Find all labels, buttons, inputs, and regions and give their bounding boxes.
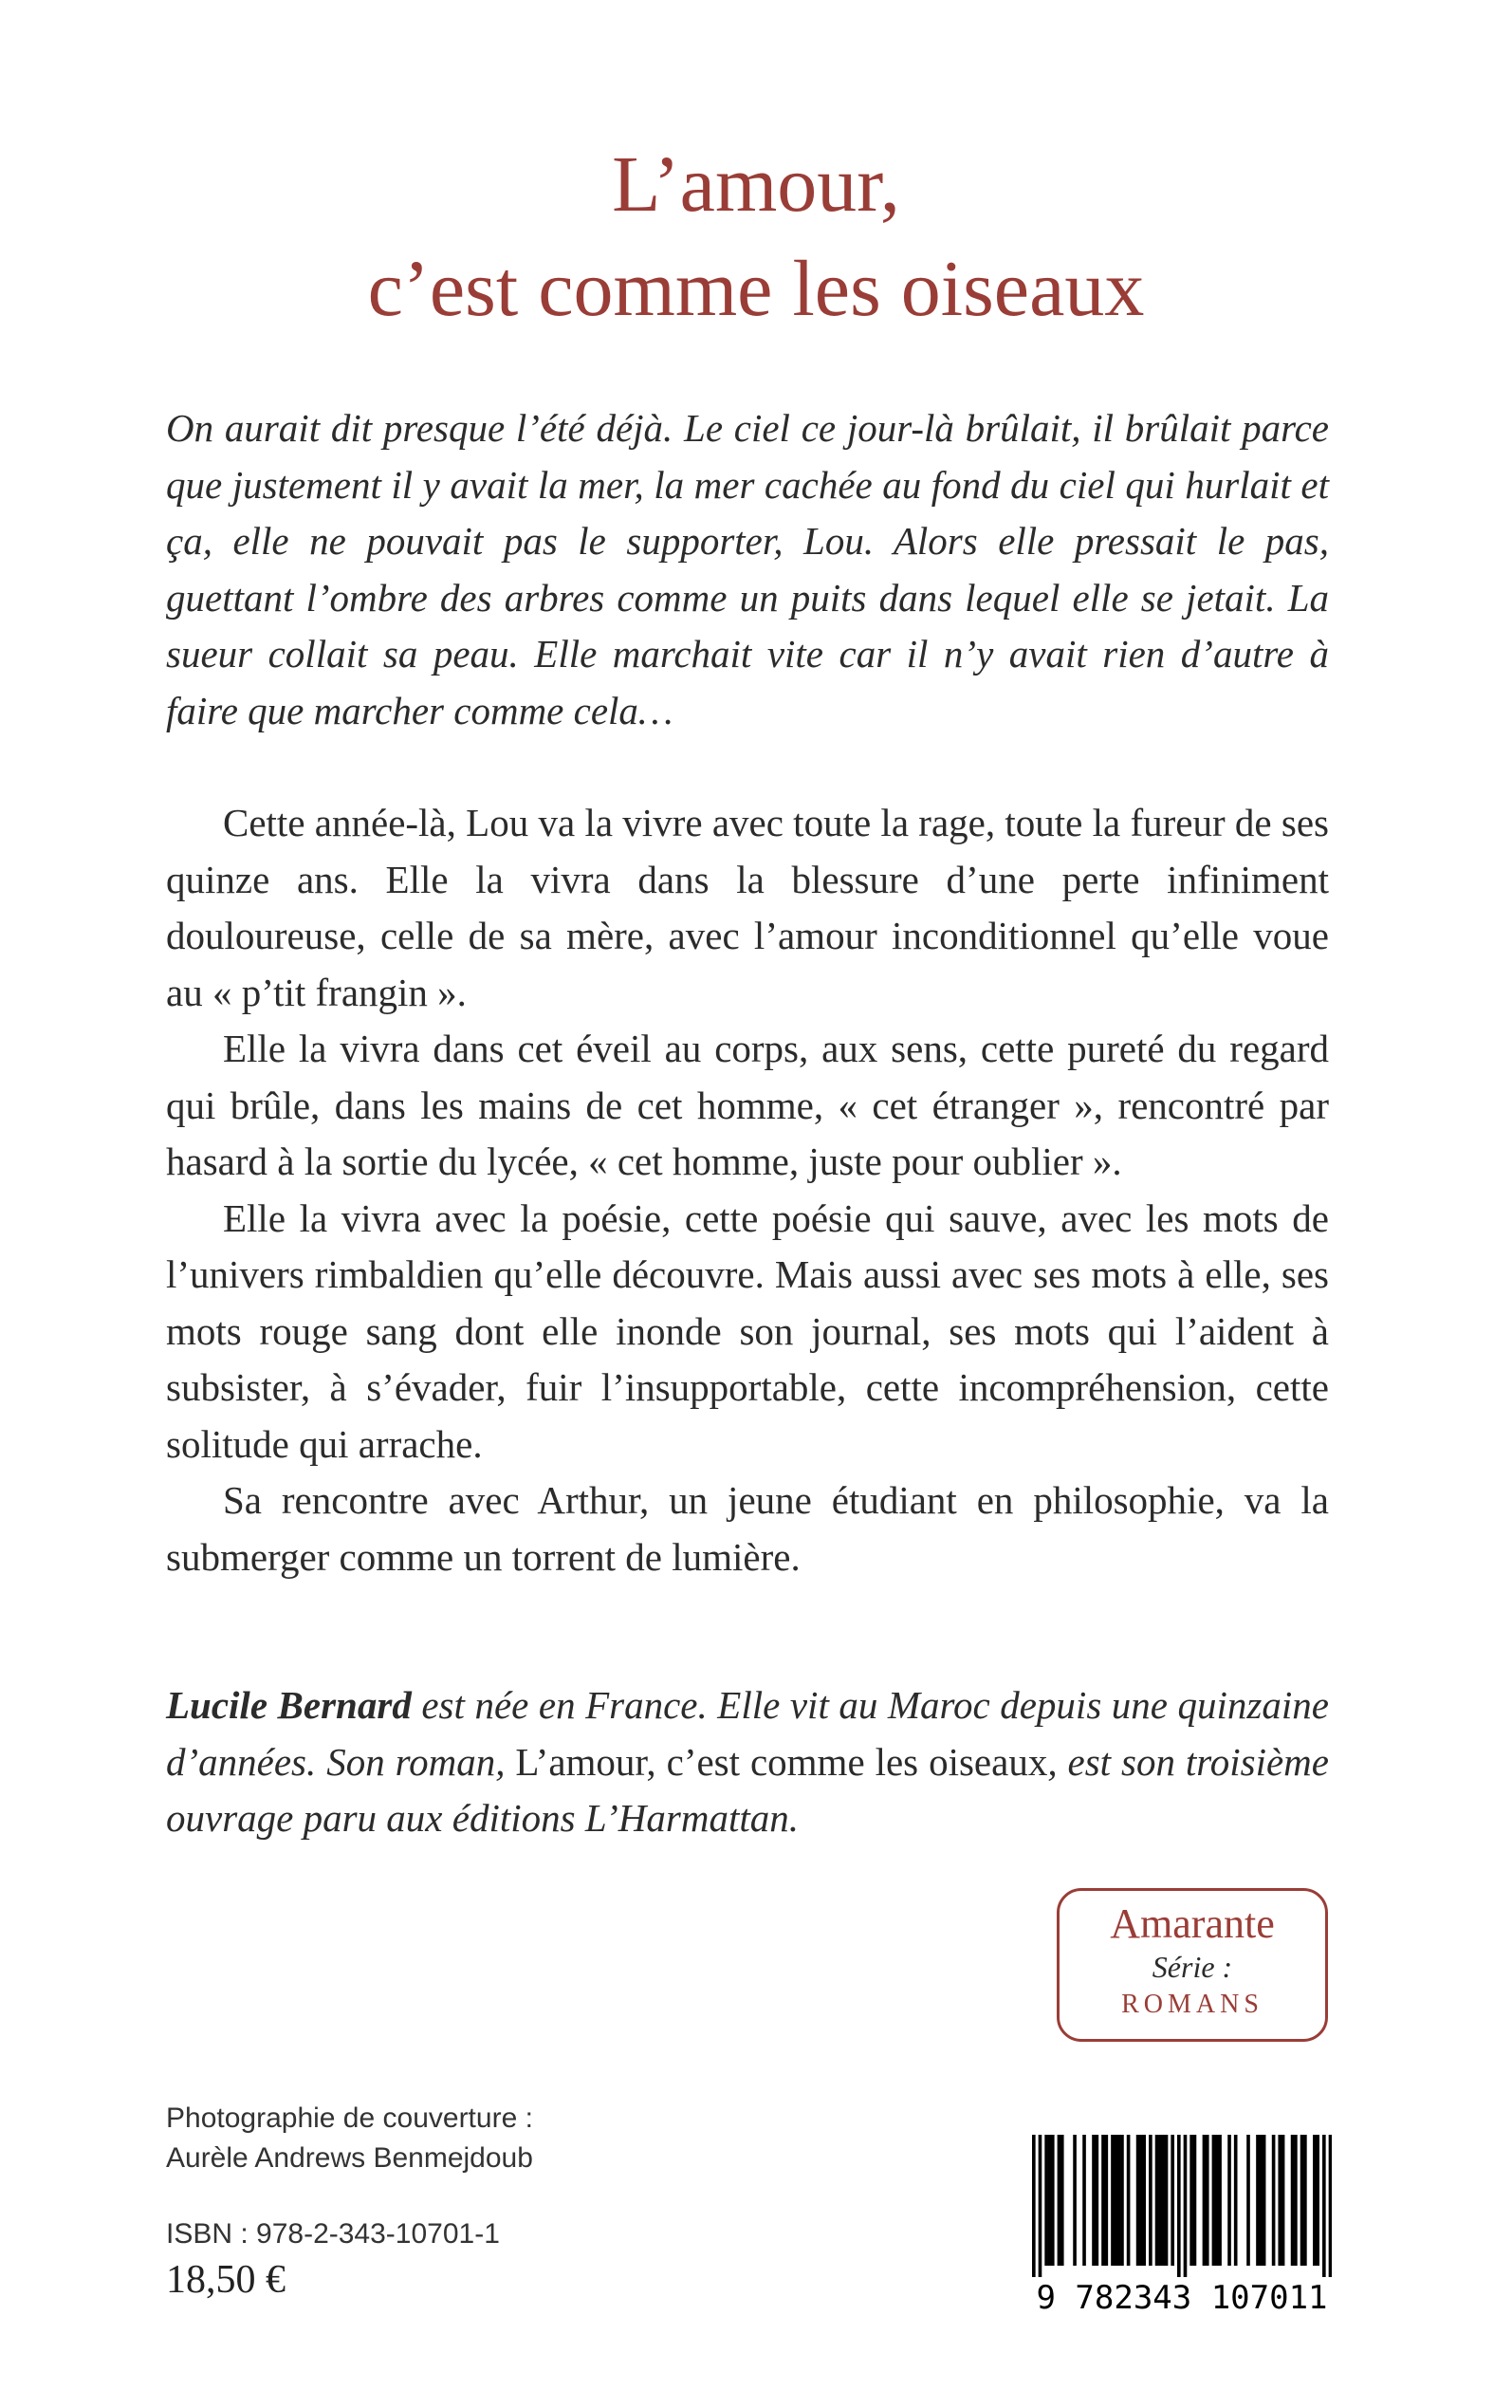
author-bio: [166, 1677, 1329, 1847]
barcode-bar: [1203, 2135, 1207, 2266]
photo-credits-label: Photographie de couverture :: [166, 2102, 533, 2134]
barcode-bar: [1263, 2135, 1266, 2266]
barcode-bar: [1120, 2135, 1124, 2266]
barcode-bar: [1060, 2135, 1064, 2266]
barcode-bar: [1114, 2135, 1117, 2266]
barcode-bar: [1303, 2135, 1307, 2266]
collection-serie-label: Série :: [1152, 1950, 1233, 1984]
barcode-bar: [1136, 2135, 1140, 2266]
barcode: [1032, 2135, 1332, 2319]
barcode-bar: [1322, 2135, 1326, 2277]
description-paragraph: Sa rencontre avec Arthur, un jeune étudiant en philosophie, va la submerger comme un torrent de lumière.: [166, 1478, 1329, 1579]
barcode-bar: [1234, 2135, 1238, 2266]
barcode-bar: [1259, 2135, 1263, 2266]
barcode-bar: [1044, 2135, 1048, 2266]
barcode-bar: [1101, 2135, 1105, 2266]
barcode-bar: [1282, 2135, 1285, 2266]
bio-text-2: , est son troisième ouvrage paru aux éditions L’Harmattan.: [166, 1739, 1329, 1840]
isbn: ISBN : 978-2-343-10701-1: [166, 2218, 500, 2250]
barcode-bar: [1294, 2135, 1298, 2266]
barcode-bar: [1051, 2135, 1055, 2266]
price: 18,50 €: [166, 2258, 286, 2302]
barcode-bar: [1227, 2135, 1231, 2266]
collection-badge: [1057, 1888, 1328, 2042]
photo-credits: [166, 2099, 533, 2178]
photo-credits-name: Aurèle Andrews Benmejdoub: [166, 2142, 533, 2174]
barcode-bar: [1139, 2135, 1143, 2266]
barcode-bar: [1329, 2135, 1332, 2277]
barcode-bar: [1212, 2135, 1216, 2266]
barcode-bar: [1149, 2135, 1152, 2266]
barcode-bar: [1117, 2135, 1121, 2266]
barcode-bar: [1300, 2135, 1304, 2266]
barcode-bar: [1161, 2135, 1165, 2266]
bio-text-1: est née en France. Elle vit au Maroc depuis une quinzaine d’années. Son roman,: [166, 1683, 1329, 1784]
barcode-bar: [1206, 2135, 1209, 2266]
barcode-bar: [1155, 2135, 1159, 2266]
barcode-bar: [1189, 2135, 1193, 2266]
barcode-bar: [1127, 2135, 1131, 2266]
collection-name: Amarante: [1110, 1900, 1275, 1947]
barcode-bar: [1111, 2135, 1115, 2266]
book-title-line-2: c’est comme les oiseaux: [367, 245, 1145, 333]
barcode-bar: [1073, 2135, 1077, 2266]
barcode-bar: [1278, 2135, 1282, 2266]
barcode-bar: [1092, 2135, 1096, 2266]
barcode-bar: [1158, 2135, 1162, 2266]
barcode-bar: [1142, 2135, 1146, 2266]
barcode-bar: [1165, 2135, 1169, 2266]
barcode-bar: [1218, 2135, 1222, 2266]
barcode-bar: [1184, 2135, 1188, 2277]
book-description: [166, 795, 1329, 1585]
barcode-bar: [1313, 2135, 1317, 2266]
barcode-bar: [1246, 2135, 1250, 2266]
barcode-bar: [1272, 2135, 1276, 2266]
barcode-bar: [1058, 2135, 1061, 2266]
description-paragraph: Elle la vivra avec la poésie, cette poésie qui sauve, avec les mots de l’univers rimbaldien qu’elle découvre. Mais aussi avec ses mots à elle, ses mots rouge sang dont elle inonde son journal, ses mots qui l’aident à subsister, à s’évader, fuir l’insupportable, cette incompréhension, cette solitude qui arrache.: [166, 1195, 1329, 1466]
barcode-bar: [1096, 2135, 1099, 2266]
barcode-bar: [1193, 2135, 1197, 2266]
book-title: [0, 133, 1512, 342]
barcode-bar: [1177, 2135, 1181, 2277]
barcode-bar: [1215, 2135, 1219, 2266]
author-name: Lucile Bernard: [166, 1683, 412, 1727]
barcode-bar: [1039, 2135, 1042, 2277]
barcode-bar: [1048, 2135, 1052, 2266]
barcode-digits: 9 782343 107011: [1036, 2279, 1328, 2317]
barcode-bars: [1032, 2135, 1332, 2277]
collection-genre: ROMANS: [1121, 1990, 1263, 2019]
barcode-bar: [1256, 2135, 1260, 2266]
barcode-bar: [1316, 2135, 1319, 2266]
barcode-bar: [1105, 2135, 1109, 2266]
barcode-bar: [1082, 2135, 1086, 2266]
barcode-bar: [1171, 2135, 1174, 2266]
barcode-bar: [1291, 2135, 1295, 2266]
description-paragraph: Elle la vivra dans cet éveil au corps, aux sens, cette pureté du regard qui brûle, dans les mains de cet homme, « cet étranger », rencontré par hasard à la sortie du lycée, « cet homme, juste pour oublier ».: [166, 1027, 1329, 1183]
bio-book-title: L’amour, c’est comme les oiseaux: [515, 1739, 1048, 1784]
synopsis-excerpt: On aurait dit presque l’été déjà. Le ciel ce jour-là brûlait, il brûlait parce que justement il y avait la mer, la mer cachée au fond du ciel qui hurlait et ça, elle ne pouvait pas le supporter, Lou. Alors elle pressait le pas, guettant l’ombre des arbres comme un puits dans lequel elle se jetait. La sueur collait sa peau. Elle marchait vite car il n’y avait rien d’autre à faire que marcher comme cela…: [166, 406, 1329, 732]
book-title-line-1: L’amour,: [612, 140, 900, 229]
barcode-bar: [1032, 2135, 1036, 2277]
description-paragraph: Cette année-là, Lou va la vivre avec toute la rage, toute la fureur de ses quinze ans. Elle la vivra dans la blessure d’une perte infiniment douloureuse, celle de sa mère, avec l’amour inconditionnel qu’elle voue au « p’tit frangin ».: [166, 801, 1329, 1014]
